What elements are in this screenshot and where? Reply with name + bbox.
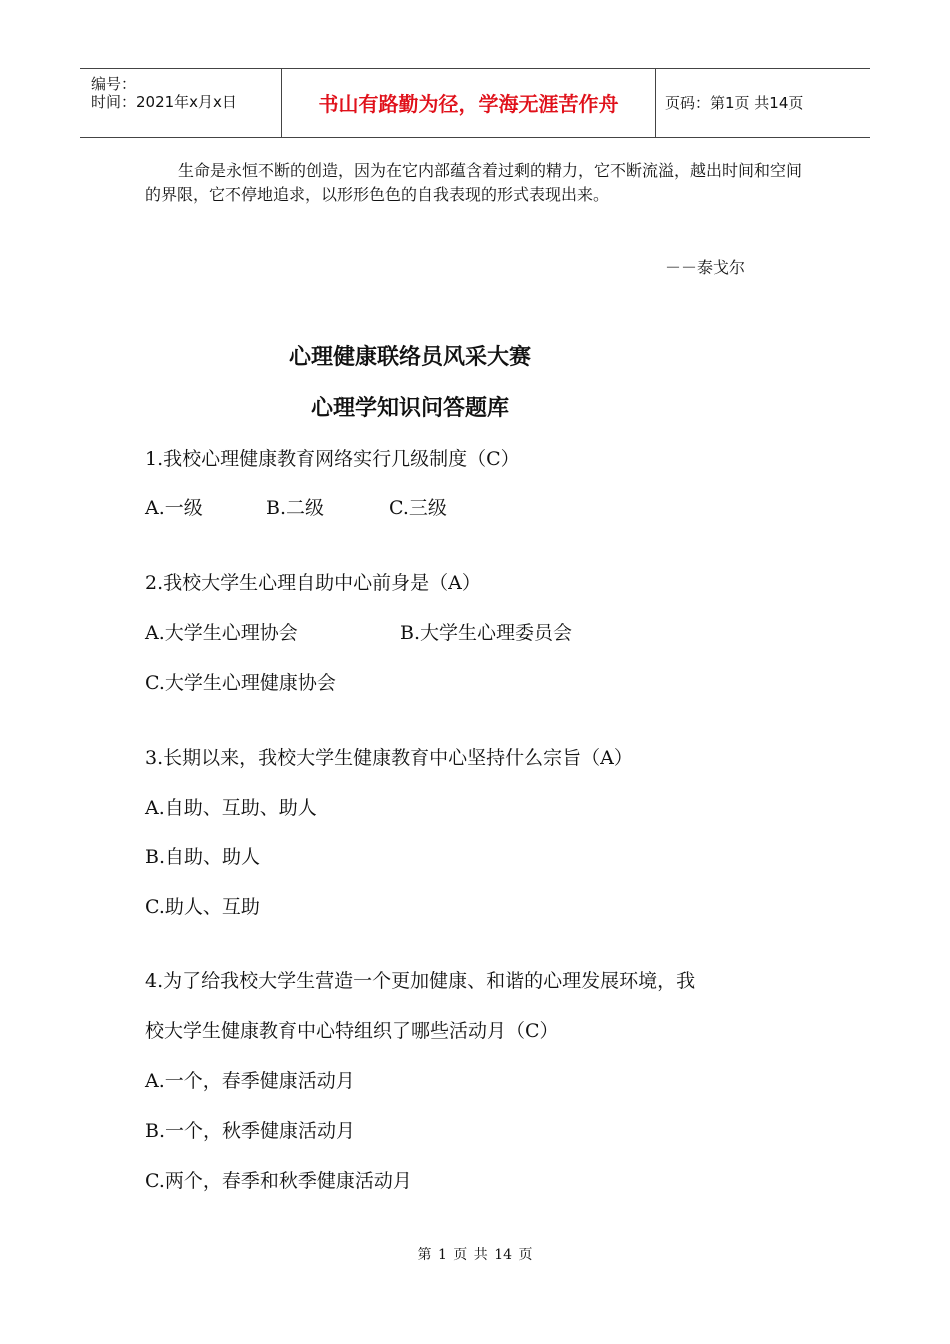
header-table xyxy=(80,68,870,138)
header-motto: 书山有路勤为径，学海无涯苦作舟 xyxy=(318,92,619,116)
question-4-line-2: 校大学生健康教育中心特组织了哪些活动月（C） xyxy=(145,1020,559,1042)
question-4-line-1: 4.为了给我校大学生营造一个更加健康、和谐的心理发展环境，我 xyxy=(145,970,696,992)
question-1-option-c: C.三级 xyxy=(389,497,447,519)
header-left-cell xyxy=(80,69,281,137)
sub-title: 心理学知识问答题库 xyxy=(310,396,509,421)
footer-page-number: 第 1 页 共 14 页 xyxy=(417,1247,533,1263)
quote-author: －－泰戈尔 xyxy=(665,258,746,277)
quote-text: 生命是永恒不断的创造，因为在它内部蕴含着过剩的精力，它不断流溢，越出时间和空间的界限，它不停地追求，以形形色色的自我表现的形式表现出来。 xyxy=(145,161,803,204)
question-4-option-c: C.两个，春季和秋季健康活动月 xyxy=(145,1170,412,1192)
question-4-option-a: A.一个，春季健康活动月 xyxy=(145,1070,355,1092)
question-1-option-b: B.二级 xyxy=(266,497,325,519)
question-1: 1.我校心理健康教育网络实行几级制度（C） xyxy=(145,448,520,470)
main-title: 心理健康联络员风采大赛 xyxy=(288,345,531,370)
time-label: 时间：2021年x月x日 xyxy=(91,93,237,111)
header-mid-cell xyxy=(281,69,656,137)
question-4-option-b: B.一个，秋季健康活动月 xyxy=(145,1120,356,1142)
header-page-info: 页码：第1页 共14页 xyxy=(665,94,804,112)
question-2-option-a: A.大学生心理协会 xyxy=(145,622,298,644)
question-1-option-a: A.一级 xyxy=(145,497,203,519)
question-3-option-c: C.助人、互助 xyxy=(145,896,260,918)
question-2: 2.我校大学生心理自助中心前身是（A） xyxy=(145,572,481,594)
question-3-option-b: B.自助、助人 xyxy=(145,846,261,868)
serial-label: 编号： xyxy=(91,75,137,93)
question-2-option-b: B.大学生心理委员会 xyxy=(400,622,573,644)
header-right-cell xyxy=(655,69,870,137)
question-3-option-a: A.自助、互助、助人 xyxy=(145,797,317,819)
question-2-option-c: C.大学生心理健康协会 xyxy=(145,672,336,694)
question-3: 3.长期以来，我校大学生健康教育中心坚持什么宗旨（A） xyxy=(145,747,633,769)
